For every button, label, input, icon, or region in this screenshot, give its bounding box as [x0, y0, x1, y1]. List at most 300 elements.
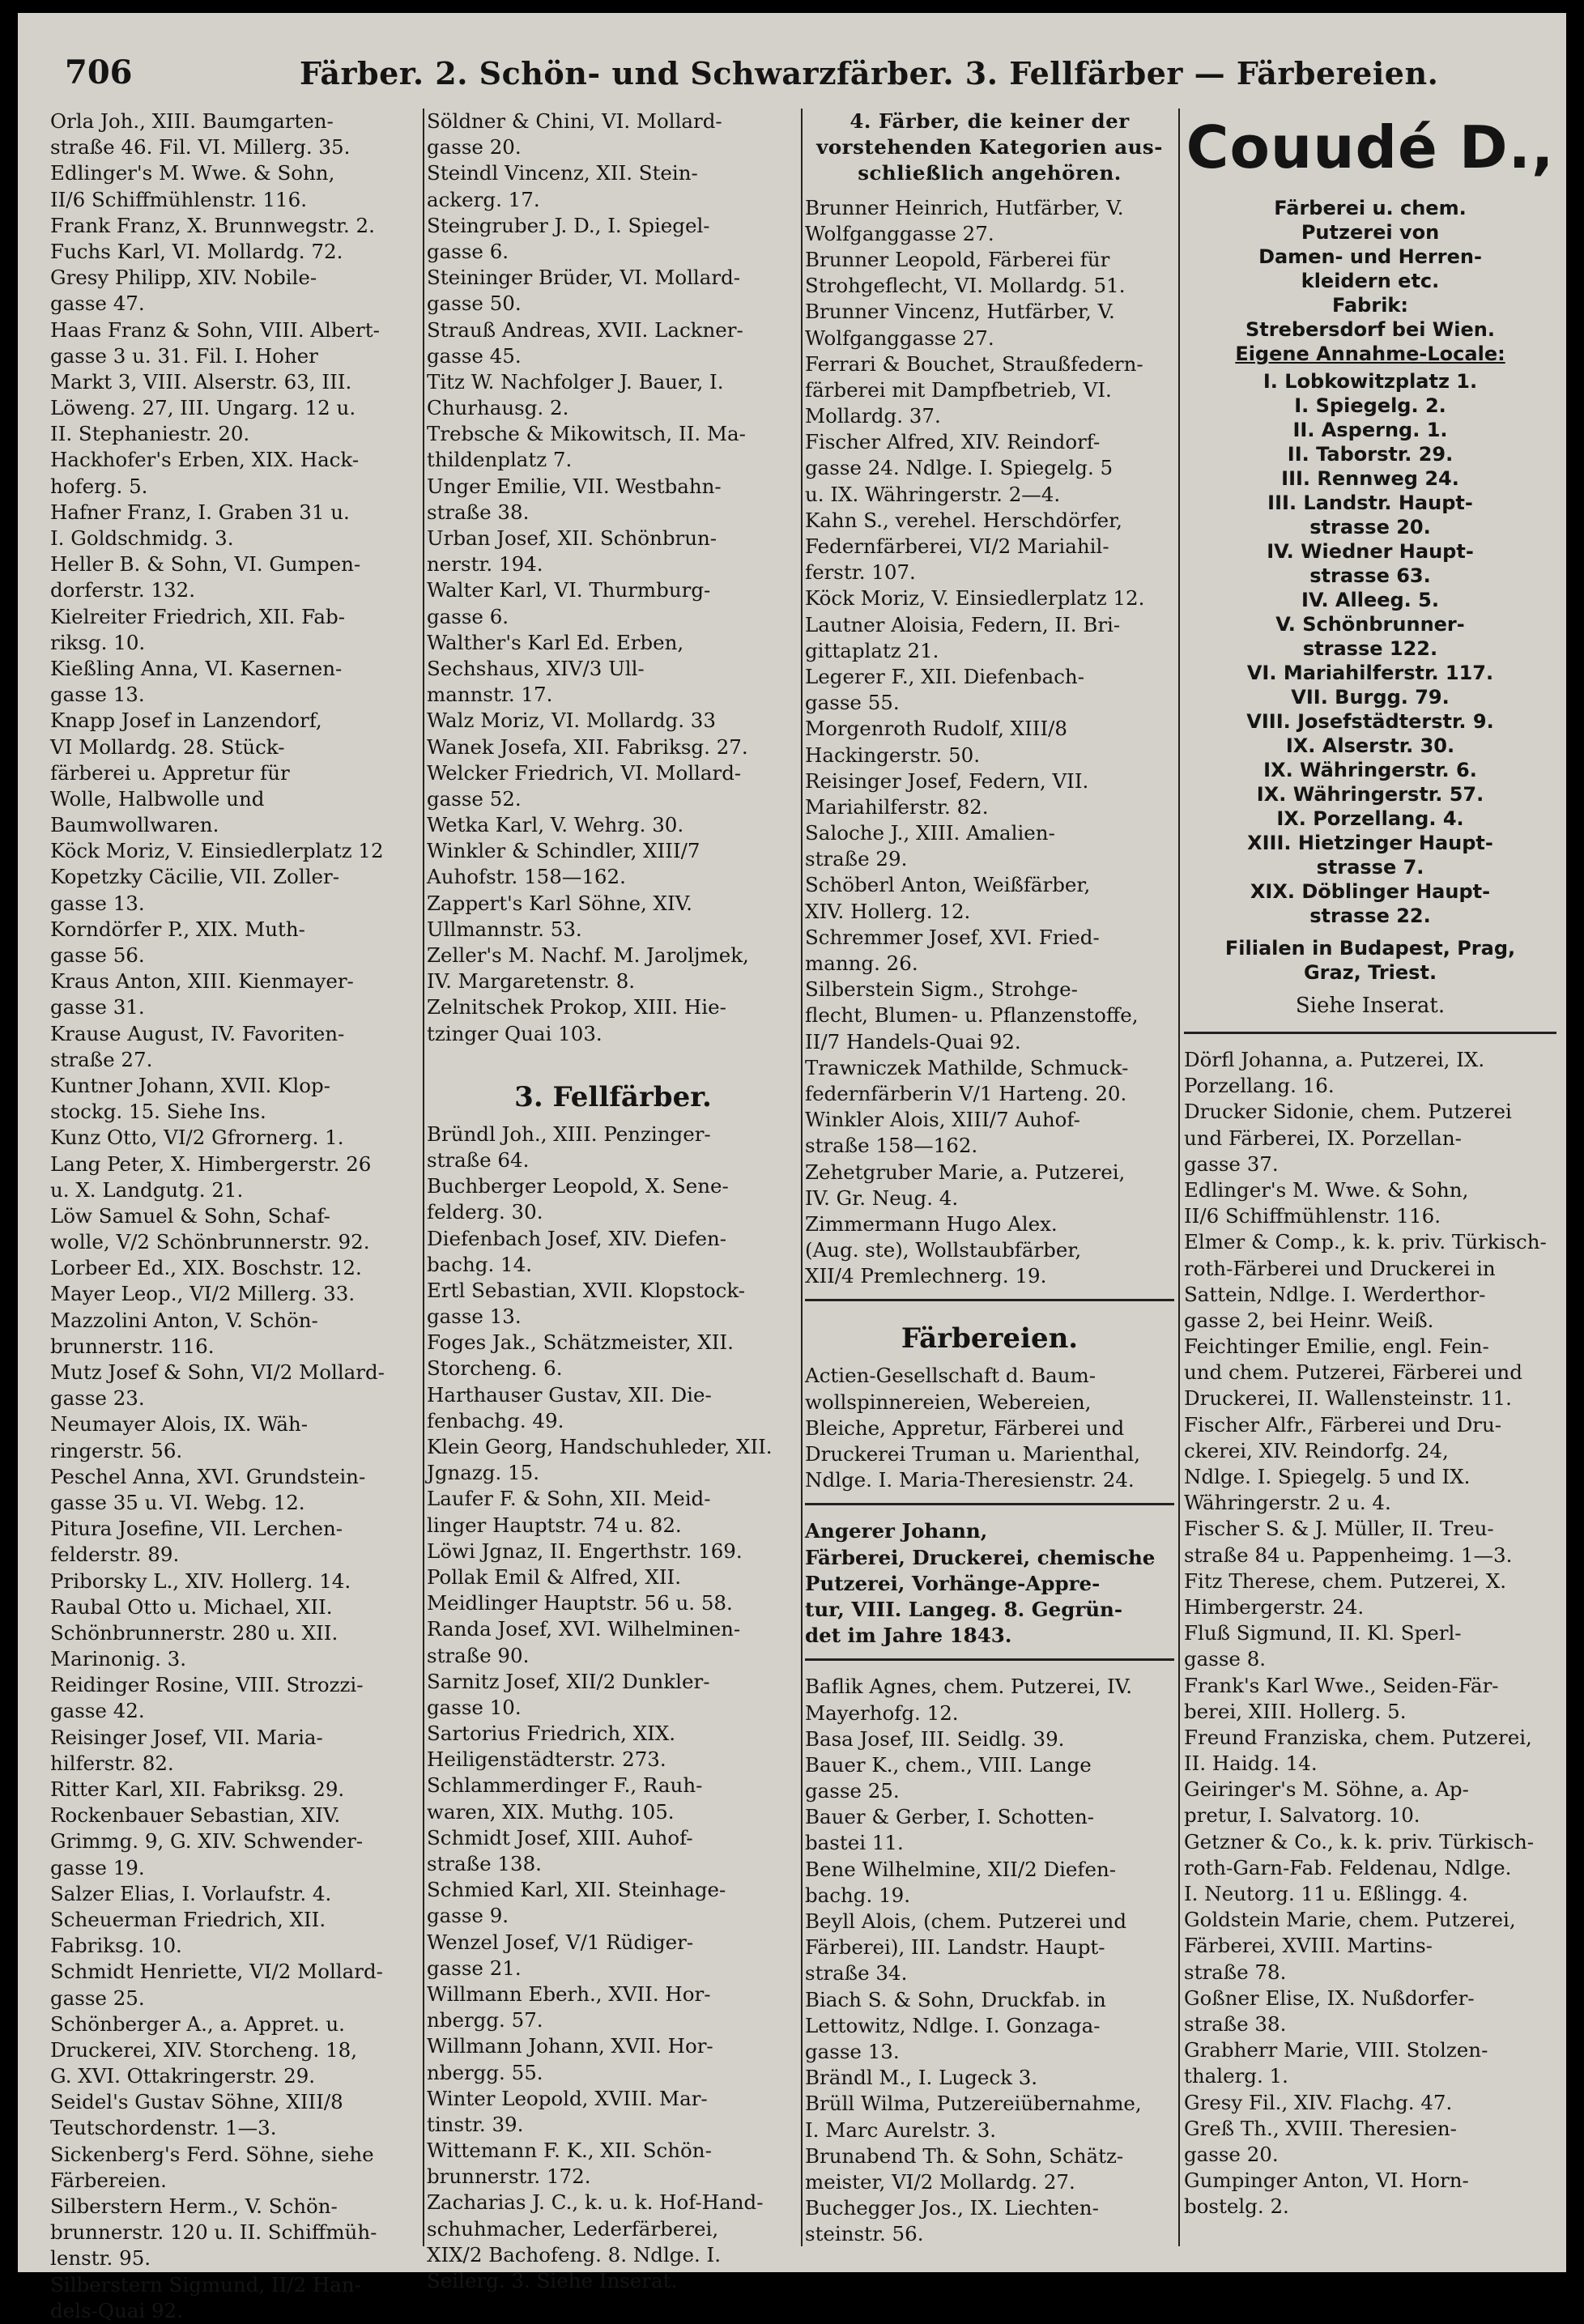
section-rule: [805, 1299, 1174, 1301]
listing-line: VIII. Josefstädterstr. 9.: [1246, 710, 1494, 733]
listing-line: Markt 3, VIII. Alserstr. 63, III.: [50, 369, 352, 394]
listing-line: färberei u. Appretur für: [50, 760, 290, 785]
listing-line: straße 138.: [427, 1852, 542, 1875]
listing-line: Haas Franz & Sohn, VIII. Albert-: [50, 317, 380, 342]
listing-line: gasse 52.: [427, 786, 522, 811]
column-3: [805, 109, 1174, 2262]
listing-line: Sartorius Friedrich, XIX.: [427, 1722, 676, 1746]
listing-line: Sattein, Ndlge. I. Werderthor-: [1184, 1282, 1486, 1306]
listing-line: flecht, Blumen- u. Pflanzenstoffe,: [805, 1003, 1139, 1028]
listing-line: Seilerg. 3. Siehe Inserat.: [427, 2269, 678, 2292]
listing-line: Welcker Friedrich, VI. Mollard-: [427, 760, 742, 785]
listing-line: dorferstr. 132.: [50, 578, 195, 602]
advertisement-locale-title: Eigene Annahme-Locale:: [1235, 343, 1505, 365]
listing-line: ackerg. 17.: [427, 187, 540, 211]
listing-line: bachg. 14.: [427, 1252, 533, 1276]
listing-line: Silberstern Sigmund, II/2 Han-: [50, 2272, 361, 2296]
listing-line: fenbachg. 49.: [427, 1408, 564, 1432]
advertisement-insert-note: Siehe Inserat.: [1295, 994, 1446, 1018]
listing-line: Fitz Therese, chem. Putzerei, X.: [1184, 1568, 1507, 1593]
listing-line: bastei 11.: [805, 1831, 904, 1855]
listing-line: Geiringer's M. Söhne, a. Ap-: [1184, 1777, 1469, 1802]
listing-line: Strohgeflecht, VI. Mollardg. 51.: [805, 274, 1126, 298]
listing-line: Krause August, IV. Favoriten-: [50, 1021, 345, 1045]
listing-line: Heiligenstädterstr. 273.: [427, 1747, 666, 1772]
listing-line: Salzer Elias, I. Vorlaufstr. 4.: [50, 1881, 332, 1905]
listing-line: Druckerei, II. Wallensteinstr. 11.: [1184, 1386, 1512, 1411]
listing-line: V. Schönbrunner-: [1275, 613, 1465, 636]
listing-line: straße 27.: [50, 1047, 153, 1071]
listing-line: Storcheng. 6.: [427, 1356, 563, 1381]
listing-line: Biach S. & Sohn, Druckfab. in: [805, 1987, 1106, 2011]
listing-line: Diefenbach Josef, XIV. Diefen-: [427, 1226, 727, 1250]
listing-line: Kunz Otto, VI/2 Gfrornerg. 1.: [50, 1126, 344, 1150]
listing-line: gasse 6.: [427, 239, 509, 263]
listing-line: Baumwollwaren.: [50, 813, 219, 837]
listing-line: Sechshaus, XIV/3 Ull-: [427, 656, 645, 680]
listing-line: Fluß Sigmund, II. Kl. Sperl-: [1184, 1621, 1462, 1645]
listing-line: Zeller's M. Nachf. M. Jaroljmek,: [427, 943, 749, 967]
listing-line: roth-Garn-Fab. Feldenau, Ndlge.: [1184, 1855, 1512, 1879]
listing-line: straße 64.: [427, 1147, 530, 1172]
listing-line: Edlinger's M. Wwe. & Sohn,: [50, 161, 335, 185]
listing-list: [805, 1674, 1174, 2247]
listing-line: VI. Mariahilferstr. 117.: [1246, 662, 1494, 684]
listing-line: I. Neutorg. 11 u. Eßlingg. 4.: [1184, 1882, 1468, 1905]
listing-line: Putzerei von: [1301, 221, 1440, 244]
listing-line: Goldstein Marie, chem. Putzerei,: [1184, 1908, 1516, 1932]
listing-line: Elmer & Comp., k. k. priv. Türkisch-: [1184, 1230, 1547, 1254]
listing-line: IX. Porzellang. 4.: [1276, 807, 1464, 830]
listing-line: Schöberl Anton, Weißfärber,: [805, 873, 1091, 897]
listing-line: Scheuerman Friedrich, XII.: [50, 1907, 326, 1931]
listing-line: steinstr. 56.: [805, 2222, 924, 2246]
listing-line: III. Landstr. Haupt-: [1267, 492, 1473, 514]
listing-line: thalerg. 1.: [1184, 2064, 1288, 2088]
listing-line: Sickenberg's Ferd. Söhne, siehe: [50, 2142, 374, 2166]
listing-line: Sarnitz Josef, XII/2 Dunkler-: [427, 1669, 710, 1693]
listing-line: gasse 47.: [50, 292, 145, 316]
listing-line: wolle, V/2 Schönbrunnerstr. 92.: [50, 1230, 370, 1254]
listing-line: stockg. 15. Siehe Ins.: [50, 1100, 266, 1124]
listing-line: Damen- und Herren-: [1258, 245, 1482, 268]
listing-line: Feichtinger Emilie, engl. Fein-: [1184, 1334, 1489, 1359]
listing-line: Pitura Josefine, VII. Lerchen-: [50, 1517, 343, 1541]
listing-line: Brändl M., I. Lugeck 3.: [805, 2066, 1038, 2090]
listing-line: Wetka Karl, V. Wehrg. 30.: [427, 813, 684, 837]
listing-line: Jgnazg. 15.: [427, 1461, 540, 1485]
listing-line: IX. Währingerstr. 57.: [1256, 783, 1484, 806]
listing-line: Strebersdorf bei Wien.: [1245, 318, 1495, 341]
listing-line: Saloche J., XIII. Amalien-: [805, 821, 1055, 845]
listing-line: und Färberei, IX. Porzellan-: [1184, 1126, 1462, 1150]
listing-line: Auhofstr. 158—162.: [427, 865, 626, 889]
listing-line: Lang Peter, X. Himbergerstr. 26: [50, 1151, 372, 1176]
listing-line: hilferstr. 82.: [50, 1751, 174, 1775]
listing-line: IX. Währingerstr. 6.: [1263, 759, 1477, 781]
listing-line: Actien-Gesellschaft d. Baum-: [805, 1364, 1096, 1388]
listing-line: Köck Moriz, V. Einsiedlerplatz 12.: [805, 586, 1145, 611]
listing-line: nbergg. 55.: [427, 2060, 543, 2084]
listing-line: Färberei, XVIII. Martins-: [1184, 1934, 1433, 1958]
listing-line: Strauß Andreas, XVII. Lackner-: [427, 317, 743, 342]
listing-line: I. Spiegelg. 2.: [1294, 394, 1446, 417]
listing-line: Kuntner Johann, XVII. Klop-: [50, 1073, 330, 1097]
listing-line: tzinger Quai 103.: [427, 1021, 603, 1045]
listing-line: gasse 23.: [50, 1386, 145, 1411]
listing-line: IV. Margaretenstr. 8.: [427, 969, 636, 994]
listing-line: Frank's Karl Wwe., Seiden-Fär-: [1184, 1673, 1499, 1697]
listing-line: Zehetgruber Marie, a. Putzerei,: [805, 1160, 1126, 1184]
listing-line: Fabriksg. 10.: [50, 1934, 182, 1958]
listing-line: Mazzolini Anton, V. Schön-: [50, 1308, 318, 1332]
listing-line: und chem. Putzerei, Färberei und: [1184, 1360, 1522, 1385]
listing-line: XIX. Döblinger Haupt-: [1250, 880, 1491, 903]
listing-line: Urban Josef, XII. Schönbrun-: [427, 526, 717, 550]
listing-line: bachg. 19.: [805, 1883, 911, 1907]
listing-line: XIV. Hollerg. 12.: [805, 899, 971, 923]
listing-line: Legerer F., XII. Diefenbach-: [805, 664, 1084, 688]
listing-line: Schmidt Henriette, VI/2 Mollard-: [50, 1960, 383, 1984]
listing-line: Winkler & Schindler, XIII/7: [427, 839, 700, 863]
listing-line: Lautner Aloisia, Federn, II. Bri-: [805, 612, 1121, 636]
section-rule: [805, 1503, 1174, 1505]
listing-line: Zacharias J. C., k. u. k. Hof-Hand-: [427, 2190, 764, 2215]
listing-line: Kraus Anton, XIII. Kienmayer-: [50, 969, 354, 994]
listing-line: Marinonig. 3.: [50, 1647, 187, 1671]
section-rule: [805, 1658, 1174, 1661]
listing-line: Grabherr Marie, VIII. Stolzen-: [1184, 2038, 1488, 2062]
listing-line: straße 38.: [427, 500, 530, 524]
listing-line: gasse 42.: [50, 1699, 145, 1723]
listing-line: Fischer Alfred, XIV. Reindorf-: [805, 430, 1101, 454]
listing-line: Lettowitz, Ndlge. I. Gonzaga-: [805, 2013, 1101, 2037]
listing-line: Greß Th., XVIII. Theresien-: [1184, 2116, 1457, 2140]
listing-line: gasse 13.: [50, 683, 145, 707]
listing-line: Buchberger Leopold, X. Sene-: [427, 1174, 729, 1198]
listing-line: gittaplatz 21.: [805, 638, 939, 662]
listing-line: strasse 122.: [1302, 637, 1438, 660]
listing-line: Färberei), III. Landstr. Haupt-: [805, 1935, 1105, 1960]
column-divider: [1178, 109, 1180, 2246]
listing-line: Winkler Alois, XIII/7 Auhof-: [805, 1108, 1080, 1132]
listing-line: gasse 45.: [427, 343, 522, 368]
listing-line: meister, VI/2 Mollardg. 27.: [805, 2169, 1075, 2194]
listing-line: felderg. 30.: [427, 1200, 543, 1224]
listing-line: Schmied Karl, XII. Steinhage-: [427, 1878, 726, 1902]
listing-line: gasse 25.: [805, 1779, 900, 1803]
directory-page: [18, 13, 1566, 2322]
listing-line: kleidern etc.: [1301, 270, 1440, 292]
listing-line: gasse 8.: [1184, 1647, 1267, 1671]
listing-line: Freund Franziska, chem. Putzerei,: [1184, 1725, 1532, 1749]
listing-line: Orla Joh., XIII. Baumgarten-: [50, 109, 334, 133]
listing-line: Ritter Karl, XII. Fabriksg. 29.: [50, 1777, 345, 1801]
listing-line: Goßner Elise, IX. Nußdorfer-: [1184, 1986, 1475, 2010]
listing-line: Walz Moriz, VI. Mollardg. 33: [427, 709, 716, 733]
listing-line: Trawniczek Mathilde, Schmuck-: [805, 1055, 1129, 1079]
listing-line: Mollardg. 37.: [805, 404, 941, 428]
listing-line: Fischer S. & J. Müller, II. Treu-: [1184, 1517, 1494, 1541]
listing-line: Kießling Anna, VI. Kasernen-: [50, 656, 343, 680]
listing-line: Reidinger Rosine, VIII. Strozzi-: [50, 1673, 364, 1697]
listing-line: Brunner Heinrich, Hutfärber, V.: [805, 195, 1124, 219]
listing-line: Brunabend Th. & Sohn, Schätz-: [805, 2143, 1124, 2168]
advertisement-text: [1184, 196, 1556, 342]
listing-line: felderstr. 89.: [50, 1543, 180, 1567]
listing-line: Drucker Sidonie, chem. Putzerei: [1184, 1100, 1512, 1124]
listing-line: Kielreiter Friedrich, XII. Fab-: [50, 604, 345, 628]
listing-line: Wolle, Halbwolle und: [50, 786, 265, 811]
listing-line: Klein Georg, Handschuhleder, XII.: [427, 1435, 773, 1458]
column-divider: [423, 109, 424, 2246]
listing-line: manng. 26.: [805, 951, 918, 975]
listing-line: Färberei, Druckerei, chemische: [805, 1545, 1156, 1569]
listing-line: Randa Josef, XVI. Wilhelminen-: [427, 1617, 741, 1641]
listing-line: Bründl Joh., XIII. Penzinger-: [427, 1122, 711, 1146]
listing-line: gasse 21.: [427, 1956, 522, 1980]
listing-line: linger Hauptstr. 74 u. 82.: [427, 1513, 682, 1537]
listing-line: Seidel's Gustav Söhne, XIII/8: [50, 2090, 343, 2114]
listing-line: waren, XIX. Muthg. 105.: [427, 1799, 675, 1824]
listing-line: Rockenbauer Sebastian, XIV.: [50, 1803, 341, 1828]
listing-line: Raubal Otto u. Michael, XII.: [50, 1594, 333, 1619]
listing-line: Hackhofer's Erben, XIX. Hack-: [50, 448, 360, 472]
listing-line: färberei mit Dampfbetrieb, VI.: [805, 377, 1112, 402]
listing-line: Brunner Leopold, Färberei für: [805, 247, 1110, 271]
listing-line: II. Stephaniestr. 20.: [50, 422, 250, 446]
listing-line: XIX/2 Bachofeng. 8. Ndlge. I.: [427, 2242, 722, 2267]
listing-line: Steindl Vincenz, XII. Stein-: [427, 161, 698, 185]
listing-line: Schönbrunnerstr. 280 u. XII.: [50, 1620, 339, 1645]
listing-line: III. Rennweg 24.: [1281, 467, 1459, 490]
listing-line: brunnerstr. 120 u. II. Schiffmüh-: [50, 2220, 377, 2245]
listing-line: IV. Wiedner Haupt-: [1267, 540, 1474, 563]
listing-line: Pollak Emil & Alfred, XII.: [427, 1564, 681, 1589]
listing-line: Fuchs Karl, VI. Mollardg. 72.: [50, 239, 343, 263]
listing-line: Wittemann F. K., XII. Schön-: [427, 2139, 712, 2163]
listing-line: II. Haidg. 14.: [1184, 1752, 1318, 1776]
listing-line: Knapp Josef in Lanzendorf,: [50, 709, 322, 733]
listing-line: Dörfl Johanna, a. Putzerei, IX.: [1184, 1048, 1485, 1071]
listing-line: Brüll Wilma, Putzereiübernahme,: [805, 2092, 1142, 2116]
advertisement-branches: [1184, 936, 1556, 985]
listing-line: II. Asperng. 1.: [1292, 419, 1448, 441]
listing-list: [1184, 1047, 1556, 2220]
listing-line: Schremmer Josef, XVI. Fried-: [805, 925, 1100, 949]
listing-line: u. X. Landgutg. 21.: [50, 1177, 244, 1202]
listing-line: straße 90.: [427, 1643, 530, 1667]
listing-list: [805, 195, 1174, 1290]
listing-line: Brunner Vincenz, Hutfärber, V.: [805, 300, 1115, 324]
listing-line: Walther's Karl Ed. Erben,: [427, 630, 684, 654]
listing-line: gasse 13.: [427, 1305, 522, 1329]
listing-line: Beyll Alois, (chem. Putzerei und: [805, 1909, 1127, 1933]
column-1: [50, 109, 423, 2322]
listing-line: Löwi Jgnaz, II. Engerthstr. 169.: [427, 1539, 743, 1563]
listing-line: Grimmg. 9, G. XIV. Schwender-: [50, 1829, 364, 1854]
listing-line: II/7 Handels-Quai 92.: [805, 1029, 1021, 1053]
listing-line: Zappert's Karl Söhne, XIV.: [427, 891, 692, 915]
listing-line: Angerer Johann,: [805, 1519, 988, 1543]
listing-line: gasse 37.: [1184, 1151, 1279, 1176]
listing-line: Porzellang. 16.: [1184, 1074, 1335, 1098]
listing-line: IX. Alserstr. 30.: [1285, 734, 1455, 757]
listing-line: Reisinger Josef, VII. Maria-: [50, 1725, 323, 1749]
listing-line: Frank Franz, X. Brunnwegstr. 2.: [50, 213, 375, 237]
listing-line: Himbergerstr. 24.: [1184, 1594, 1365, 1619]
listing-line: Hackingerstr. 50.: [805, 743, 981, 767]
listing-line: Federnfärberei, VI/2 Mariahil-: [805, 534, 1109, 558]
listing-line: gasse 24. Ndlge. I. Spiegelg. 5: [805, 456, 1113, 480]
angerer-advertisement: [805, 1518, 1174, 1649]
listing-line: Bauer K., chem., VIII. Lange: [805, 1752, 1092, 1777]
listing-line: Harthauser Gustav, XII. Die-: [427, 1382, 712, 1407]
listing-line: gasse 31.: [50, 995, 145, 1019]
page-title: Färber. 2. Schön- und Schwarzfärber. 3. Fellfärber — Färbereien.: [300, 55, 1439, 92]
listing-line: gasse 6.: [427, 604, 509, 628]
listing-line: Ndlge. I. Maria-Theresienstr. 24.: [805, 1468, 1135, 1492]
listing-line: Hafner Franz, I. Graben 31 u.: [50, 500, 350, 524]
listing-line: gasse 9.: [427, 1904, 509, 1928]
listing-line: Winter Leopold, XVIII. Mar-: [427, 2086, 708, 2110]
listing-line: berei, XIII. Hollerg. 5.: [1184, 1699, 1407, 1723]
listing-list: [805, 1363, 1174, 1493]
listing-line: brunnerstr. 172.: [427, 2164, 591, 2189]
listing-line: Putzerei, Vorhänge-Appre-: [805, 1571, 1101, 1595]
listing-line: mannstr. 17.: [427, 683, 553, 707]
listing-line: gasse 20.: [1184, 2142, 1279, 2166]
listing-list: [427, 109, 799, 1047]
listing-line: VI Mollardg. 28. Stück-: [50, 734, 285, 759]
listing-line: I. Lobkowitzplatz 1.: [1263, 370, 1478, 393]
listing-line: roth-Färberei und Druckerei in: [1184, 1256, 1496, 1280]
listing-line: Ullmannstr. 53.: [427, 917, 582, 941]
page-number: 706: [65, 53, 133, 92]
listing-line: gasse 13.: [50, 891, 145, 915]
listing-line: Ndlge. I. Spiegelg. 5 und IX.: [1184, 1465, 1471, 1488]
listing-line: Bleiche, Appretur, Färberei und: [805, 1415, 1125, 1440]
listing-line: Trebsche & Mikowitsch, II. Ma-: [427, 422, 746, 446]
listing-line: gasse 2, bei Heinr. Weiß.: [1184, 1308, 1434, 1332]
listing-line: Buchegger Jos., IX. Liechten-: [805, 2196, 1099, 2220]
listing-line: straße 78.: [1184, 1960, 1287, 1984]
listing-line: Schmidt Josef, XIII. Auhof-: [427, 1825, 693, 1849]
listing-line: gasse 55.: [805, 691, 900, 715]
listing-line: VII. Burgg. 79.: [1291, 686, 1450, 709]
listing-line: straße 84 u. Pappenheimg. 1—3.: [1184, 1543, 1513, 1567]
listing-line: gasse 13.: [805, 2039, 900, 2063]
listing-line: tinstr. 39.: [427, 2112, 524, 2136]
listing-line: G. XVI. Ottakringerstr. 29.: [50, 2064, 316, 2088]
listing-line: I. Marc Aurelstr. 3.: [805, 2118, 997, 2142]
listing-line: gasse 35 u. VI. Webg. 12.: [50, 1490, 305, 1514]
listing-line: Meidlinger Hauptstr. 56 u. 58.: [427, 1591, 733, 1615]
listing-line: Kopetzky Cäcilie, VII. Zoller-: [50, 865, 340, 889]
listing-line: thildenplatz 7.: [427, 448, 573, 472]
listing-line: tur, VIII. Langeg. 8. Gegrün-: [805, 1597, 1123, 1621]
listing-line: nerstr. 194.: [427, 552, 543, 577]
listing-line: ringerstr. 56.: [50, 1438, 183, 1462]
listing-line: Bauer & Gerber, I. Schotten-: [805, 1805, 1095, 1829]
listing-line: Mutz Josef & Sohn, VI/2 Mollard-: [50, 1360, 385, 1384]
listing-line: gasse 3 u. 31. Fil. I. Hoher: [50, 343, 318, 368]
listing-line: det im Jahre 1843.: [805, 1624, 1012, 1648]
listing-line: Graz, Triest.: [1303, 961, 1437, 984]
listing-line: riksg. 10.: [50, 630, 146, 654]
listing-line: nbergg. 57.: [427, 2008, 543, 2032]
listing-line: Willmann Johann, XVII. Hor-: [427, 2034, 713, 2058]
listing-line: gasse 25.: [50, 1986, 145, 2010]
listing-line: Söldner & Chini, VI. Mollard-: [427, 109, 722, 133]
listing-line: straße 158—162.: [805, 1134, 978, 1158]
listing-line: Ertl Sebastian, XVII. Klopstock-: [427, 1278, 746, 1302]
listing-line: Korndörfer P., XIX. Muth-: [50, 917, 305, 941]
listing-line: vorstehenden Kategorien aus-: [816, 135, 1163, 160]
listing-line: wollspinnereien, Webereien,: [805, 1390, 1092, 1414]
listing-list: [427, 1122, 799, 2294]
listing-line: Unger Emilie, VII. Westbahn-: [427, 474, 722, 498]
listing-line: Baflik Agnes, chem. Putzerei, IV.: [805, 1675, 1133, 1699]
listing-line: straße 34.: [805, 1961, 908, 1986]
listing-line: I. Goldschmidg. 3.: [50, 526, 234, 550]
listing-line: Wenzel Josef, V/1 Rüdiger-: [427, 1930, 694, 1954]
listing-line: bostelg. 2.: [1184, 2194, 1289, 2219]
listing-line: Silberstein Sigm., Strohge-: [805, 977, 1078, 1002]
listing-list: [50, 109, 423, 2324]
listing-line: Reisinger Josef, Federn, VII.: [805, 768, 1089, 793]
listing-line: XIII. Hietzinger Haupt-: [1247, 832, 1493, 854]
listing-line: Churhausg. 2.: [427, 396, 569, 420]
listing-line: strasse 7.: [1316, 856, 1424, 879]
listing-line: Färbereien.: [50, 2168, 167, 2192]
listing-line: Löw Samuel & Sohn, Schaf-: [50, 1203, 330, 1228]
listing-line: gasse 56.: [50, 943, 145, 967]
listing-line: dels-Quai 92.: [50, 2298, 183, 2322]
listing-line: strasse 22.: [1309, 904, 1431, 927]
listing-line: u. IX. Währingerstr. 2—4.: [805, 482, 1061, 506]
listing-line: II. Taborstr. 29.: [1287, 443, 1454, 466]
listing-line: II/6 Schiffmühlenstr. 116.: [1184, 1204, 1441, 1228]
listing-line: Fischer Alfr., Färberei und Dru-: [1184, 1412, 1501, 1437]
listing-line: Löweng. 27, III. Ungarg. 12 u.: [50, 396, 356, 420]
listing-line: ferstr. 107.: [805, 560, 916, 585]
listing-line: Steininger Brüder, VI. Mollard-: [427, 266, 741, 290]
listing-line: Gumpinger Anton, VI. Horn-: [1184, 2169, 1469, 2193]
listing-line: Laufer F. & Sohn, XII. Meid-: [427, 1487, 711, 1511]
listing-line: pretur, I. Salvatorg. 10.: [1184, 1803, 1420, 1828]
listing-line: IV. Alleeg. 5.: [1301, 589, 1439, 611]
page-header: [65, 53, 1522, 99]
listing-line: Teutschordenstr. 1—3.: [50, 2116, 277, 2140]
listing-line: Silberstern Herm., V. Schön-: [50, 2194, 338, 2218]
listing-line: (Aug. ste), Wollstaubfärber,: [805, 1238, 1082, 1262]
section-heading-other-dyers: [805, 109, 1174, 187]
listing-line: Druckerei Truman u. Marienthal,: [805, 1442, 1140, 1466]
listing-line: Mariahilferstr. 82.: [805, 794, 989, 819]
listing-line: hoferg. 5.: [50, 474, 148, 498]
listing-line: strasse 63.: [1309, 564, 1431, 587]
column-divider: [801, 109, 803, 2246]
listing-line: Wolfganggasse 27.: [805, 326, 994, 350]
listing-line: Wolfganggasse 27.: [805, 221, 994, 245]
column-4: [1184, 109, 1556, 2262]
listing-line: strasse 20.: [1309, 516, 1431, 538]
listing-line: Schlammerdinger F., Rauh-: [427, 1773, 703, 1798]
listing-line: Gresy Philipp, XIV. Nobile-: [50, 266, 317, 290]
listing-line: brunnerstr. 116.: [50, 1334, 215, 1358]
listing-line: straße 38.: [1184, 2011, 1287, 2036]
